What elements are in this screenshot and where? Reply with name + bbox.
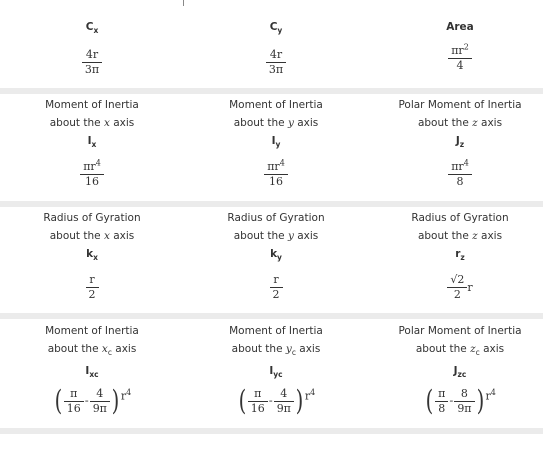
cell-radius-gyration-y bbox=[184, 209, 368, 302]
label-title: Polar Moment of Inertia bbox=[398, 99, 522, 111]
symbol-iyc: $I_{yc}$ bbox=[269, 365, 283, 379]
cell-radius-gyration-z bbox=[368, 209, 552, 302]
row-separator bbox=[0, 428, 543, 434]
label-axis: about the y axis bbox=[233, 230, 319, 242]
cell-area bbox=[368, 18, 552, 73]
label-title: Radius of Gyration bbox=[411, 212, 509, 224]
label-title: Polar Moment of Inertia bbox=[398, 325, 522, 337]
row-separator bbox=[0, 313, 543, 319]
label-axis: about the y axis bbox=[233, 117, 319, 129]
symbol-jz: $J_z$ bbox=[455, 135, 465, 149]
formula-ixc: ( $\frac{\pi}{16}$ - $\frac{4}{9\pi}$ ) $r^4$ bbox=[54, 384, 132, 417]
symbol-cx: $C_x$ bbox=[85, 21, 99, 35]
label-axis: about the $z_c$ axis bbox=[415, 343, 505, 357]
label-title: Moment of Inertia bbox=[229, 99, 323, 111]
formula-kx: $\frac{r}{2}$ bbox=[0, 273, 184, 302]
label-axis: about the z axis bbox=[417, 230, 503, 242]
symbol-jzc: $J_{zc}$ bbox=[453, 365, 467, 379]
formula-jzc: ( $\frac{\pi}{8}$ - $\frac{8}{9\pi}$ ) $r^4$ bbox=[425, 384, 496, 417]
symbol-area: Area bbox=[446, 21, 474, 33]
label-title: Radius of Gyration bbox=[227, 212, 325, 224]
formula-iyc: ( $\frac{\pi}{16}$ - $\frac{4}{9\pi}$ ) $r^4$ bbox=[238, 384, 316, 417]
symbol-rz: $r_z$ bbox=[455, 248, 465, 262]
formula-ky: $\frac{r}{2}$ bbox=[184, 273, 368, 302]
label-title: Moment of Inertia bbox=[229, 325, 323, 337]
cell-moment-inertia-xc bbox=[0, 322, 184, 416]
label-title: Moment of Inertia bbox=[45, 325, 139, 337]
cell-moment-inertia-y bbox=[184, 96, 368, 189]
column-divider bbox=[183, 0, 184, 6]
cell-polar-moment-z bbox=[368, 96, 552, 189]
symbol-iy: $I_y$ bbox=[271, 135, 281, 149]
cell-centroid-x bbox=[0, 18, 184, 77]
symbol-ixc: $I_{xc}$ bbox=[85, 365, 99, 379]
symbol-kx: $k_x$ bbox=[86, 248, 98, 262]
cell-polar-moment-zc bbox=[368, 322, 552, 416]
symbol-ky: $k_y$ bbox=[270, 248, 282, 262]
label-title: Radius of Gyration bbox=[43, 212, 141, 224]
formula-area: $\frac{\pi r^2}{4}$ bbox=[368, 44, 552, 73]
formula-cy: $\frac{4r}{3\pi}$ bbox=[184, 48, 368, 77]
row-separator bbox=[0, 88, 543, 94]
label-axis: about the x axis bbox=[49, 117, 135, 129]
formula-jz: $\frac{\pi r^4}{8}$ bbox=[368, 160, 552, 189]
symbol-cy: $C_y$ bbox=[269, 21, 283, 35]
label-axis: about the $x_c$ axis bbox=[47, 343, 137, 357]
cell-radius-gyration-x bbox=[0, 209, 184, 302]
formula-ix: $\frac{\pi r^4}{16}$ bbox=[0, 160, 184, 189]
formula-rz: $\frac{√2}{2}$ r bbox=[368, 273, 552, 302]
formula-iy: $\frac{\pi r^4}{16}$ bbox=[184, 160, 368, 189]
cell-moment-inertia-yc bbox=[184, 322, 368, 416]
row-separator bbox=[0, 201, 543, 207]
label-axis: about the x axis bbox=[49, 230, 135, 242]
cell-moment-inertia-x bbox=[0, 96, 184, 189]
label-axis: about the $y_c$ axis bbox=[231, 343, 321, 357]
label-axis: about the z axis bbox=[417, 117, 503, 129]
cell-centroid-y bbox=[184, 18, 368, 77]
label-title: Moment of Inertia bbox=[45, 99, 139, 111]
formula-cx: $\frac{4r}{3\pi}$ bbox=[0, 48, 184, 77]
symbol-ix: $I_x$ bbox=[87, 135, 97, 149]
